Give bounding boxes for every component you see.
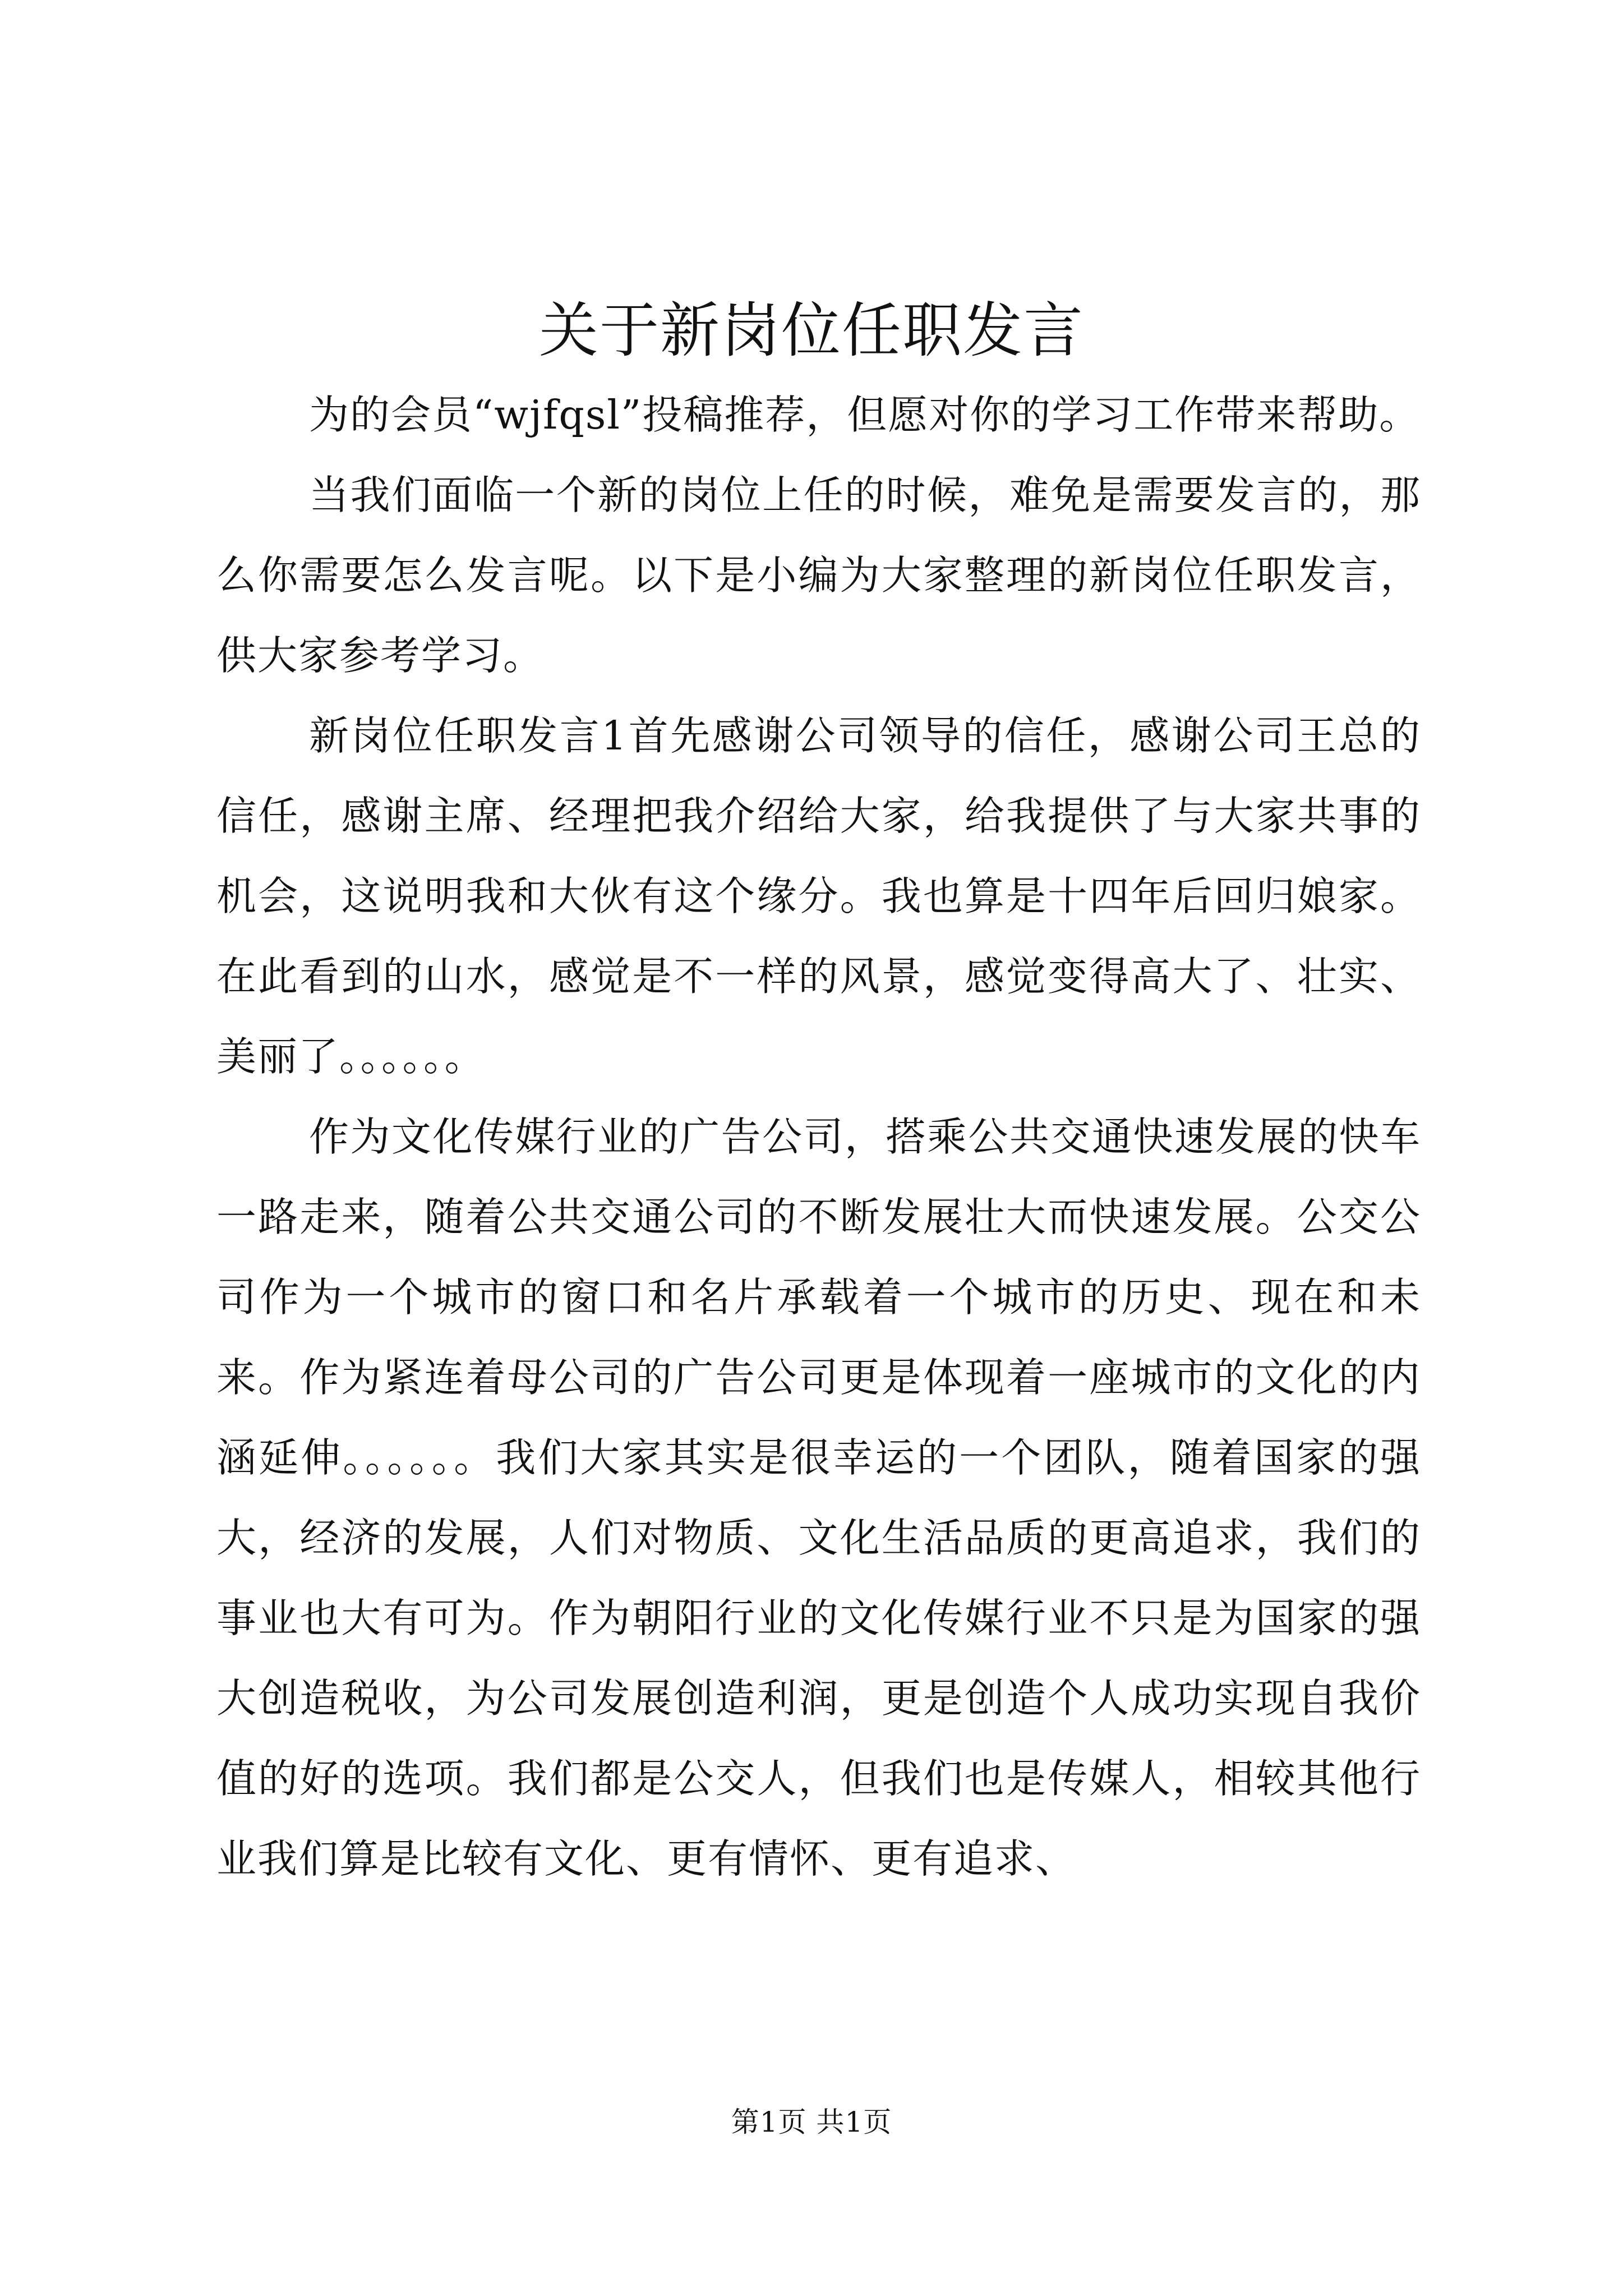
- page-number-footer: 第1页 共1页: [731, 2106, 892, 2138]
- document-title: 关于新岗位任职发言: [539, 296, 1084, 365]
- paragraph-speech-1: 新岗位任职发言1首先感谢公司领导的信任，感谢公司王总的信任，感谢主席、经理把我介绍给大家，给我提供了与大家共事的机会，这说明我和大伙有这个缘分。我也算是十四年后回归娘家。在此看到的山水，感觉是不一样的风景，感觉变得高大了、壮实、美丽了。。。。。。: [216, 712, 1421, 1080]
- paragraph-preface: 当我们面临一个新的岗位上任的时候，难免是需要发言的，那么你需要怎么发言呢。以下是小编为大家整理的新岗位任职发言，供大家参考学习。: [216, 472, 1421, 679]
- document-body: [216, 375, 1421, 1899]
- paragraph-speech-2: 作为文化传媒行业的广告公司，搭乘公共交通快速发展的快车一路走来，随着公共交通公司的不断发展壮大而快速发展。公交公司作为一个城市的窗口和名片承载着一个城市的历史、现在和未来。作为紧连着母公司的广告公司更是体现着一座城市的文化的内涵延伸。。。。。。我们大家其实是很幸运的一个团队，随着国家的强大，经济的发展，人们对物质、文化生活品质的更高追求，我们的事业也大有可为。作为朝阳行业的文化传媒行业不只是为国家的强大创造税收，为公司发展创造利润，更是创造个人成功实现自我价值的好的选项。我们都是公交人，但我们也是传媒人，相较其他行业我们算是比较有文化、更有情怀、更有追求、: [216, 1114, 1421, 1882]
- paragraph-intro: 为的会员“wjfqsl”投稿推荐，但愿对你的学习工作带来帮助。: [309, 392, 1421, 438]
